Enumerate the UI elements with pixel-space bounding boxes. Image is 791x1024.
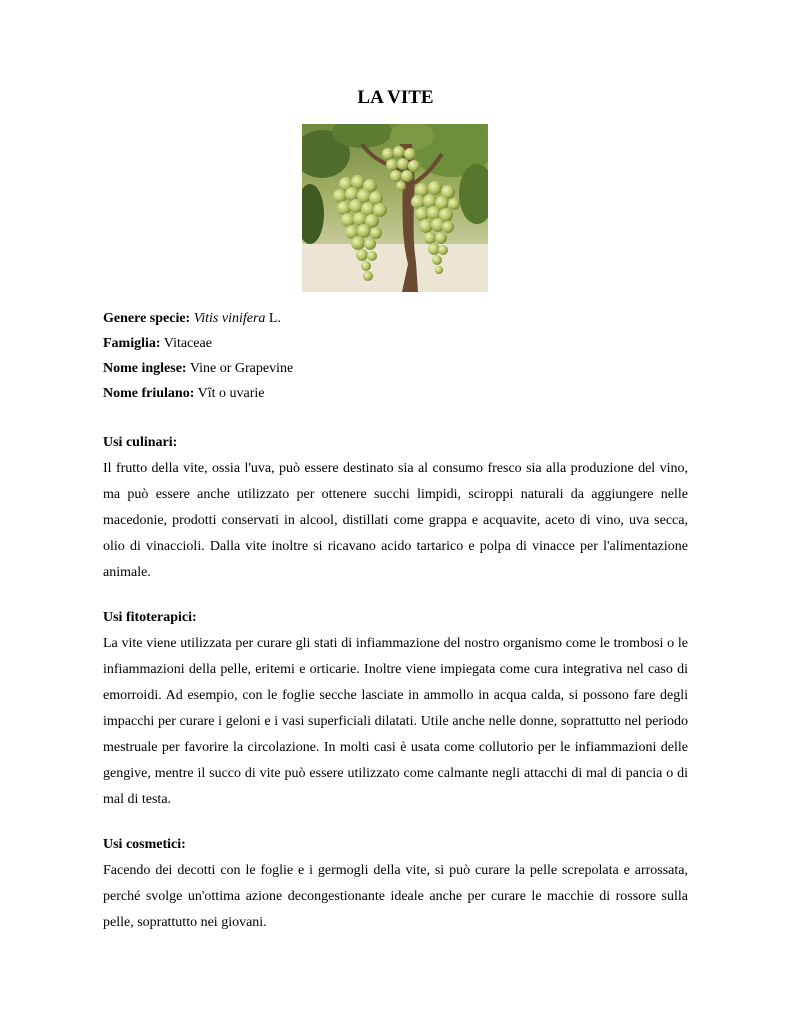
famiglia-value: Vitaceae [160,336,212,351]
section-heading: Usi fitoterapici: [103,610,197,625]
genere-suffix: L. [265,311,281,326]
section-usi-culinari [103,430,688,586]
plant-info [103,306,693,406]
section-text: Il frutto della vite, ossia l'uva, può essere destinato sia al consumo fresco sia alla produzione del vino, ma può essere anche utilizzato per ottenere succhi limpidi, sciroppi naturali da aggiungere nelle macedonie, prodotti conservati in alcool, distillati come grappa e acquavite, aceto di vino, uva secca, olio di vinaccioli. Dalla vite inoltre si ricavano acido tartarico e polpa di vinacce per l'alimentazione animale. [103,461,688,580]
page-title: LA VITE [357,87,434,108]
info-genere [103,306,693,331]
section-usi-cosmetici [103,832,688,936]
section-heading: Usi culinari: [103,435,178,450]
grapes-image [302,124,488,292]
famiglia-label: Famiglia: [103,336,161,351]
section-heading: Usi cosmetici: [103,837,186,852]
section-usi-fitoterapici [103,605,688,813]
friulano-value: Vît o uvarie [194,386,265,401]
section-text: Facendo dei decotti con le foglie e i germogli della vite, si può curare la pelle screpolata e arrossata, perché svolge un'ottima azione decongestionante ideale anche per curare le macchie di rossore sulla pelle, soprattutto nei giovani. [103,863,688,930]
section-text: La vite viene utilizzata per curare gli stati di infiammazione del nostro organismo come le trombosi o le infiammazioni della pelle, eritemi e orticarie. Inoltre viene impiegata come cura integrativa nel caso di emorroidi. Ad esempio, con le foglie secche lasciate in ammollo in acqua calda, si possono fare degli impacchi per curare i geloni e i vasi superficiali dilatati. Utile anche nelle donne, soprattutto nel periodo mestruale per favorire la circolazione. In molti casi è usata come collutorio per le infiammazioni delle gengive, mentre il succo di vite può essere utilizzato come calmante negli attacchi di mal di pancia o di mal di testa. [103,636,688,807]
grapevine-photo [302,124,488,292]
info-famiglia [103,331,693,356]
inglese-label: Nome inglese: [103,361,187,376]
info-friulano [103,381,693,406]
inglese-value: Vine or Grapevine [186,361,294,376]
info-inglese [103,356,693,381]
friulano-label: Nome friulano: [103,386,195,401]
genere-italic: Vitis vinifera [193,311,266,326]
genere-label: Genere specie: [103,311,191,326]
